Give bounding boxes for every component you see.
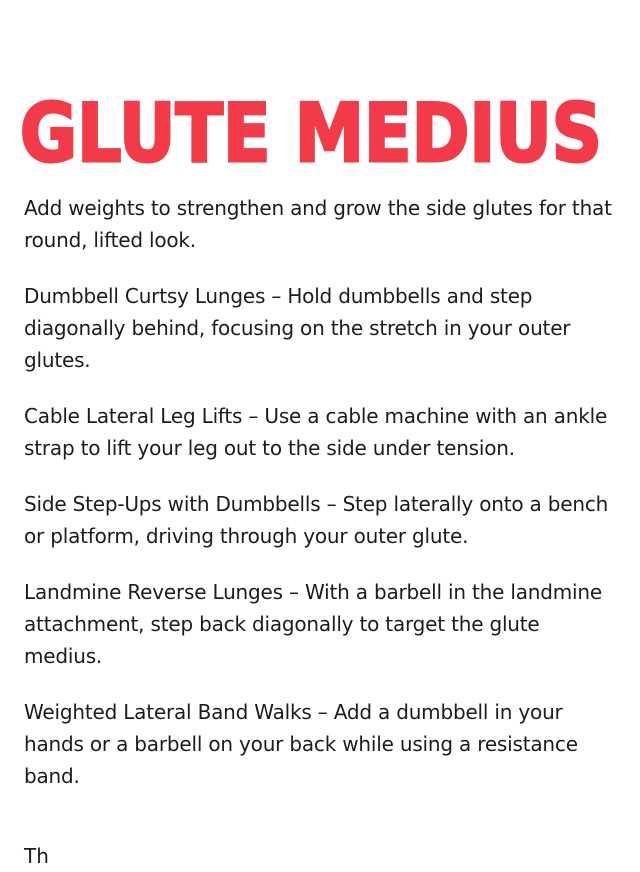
cutoff-text: Th bbox=[24, 844, 49, 868]
page-title: GLUTE MEDIUS bbox=[20, 87, 602, 180]
exercise-curtsy-lunges: Dumbbell Curtsy Lunges – Hold dumbbells and step diagonally behind, focusing on the stretch in your outer glutes. bbox=[24, 284, 571, 372]
exercise-band-walks: Weighted Lateral Band Walks – Add a dumbbell in your hands or a barbell on your back while using a resistance band. bbox=[24, 700, 578, 788]
exercise-landmine-lunges: Landmine Reverse Lunges – With a barbell in the landmine attachment, step back diagonally to target the glute medius. bbox=[24, 580, 602, 668]
article-body bbox=[24, 192, 620, 816]
exercise-side-step-ups: Side Step-Ups with Dumbbells – Step laterally onto a bench or platform, driving through your outer glute. bbox=[24, 492, 609, 548]
exercise-cable-leg-lifts: Cable Lateral Leg Lifts – Use a cable machine with an ankle strap to lift your leg out to the side under tension. bbox=[24, 404, 608, 460]
intro-paragraph: Add weights to strengthen and grow the side glutes for that round, lifted look. bbox=[24, 196, 612, 252]
